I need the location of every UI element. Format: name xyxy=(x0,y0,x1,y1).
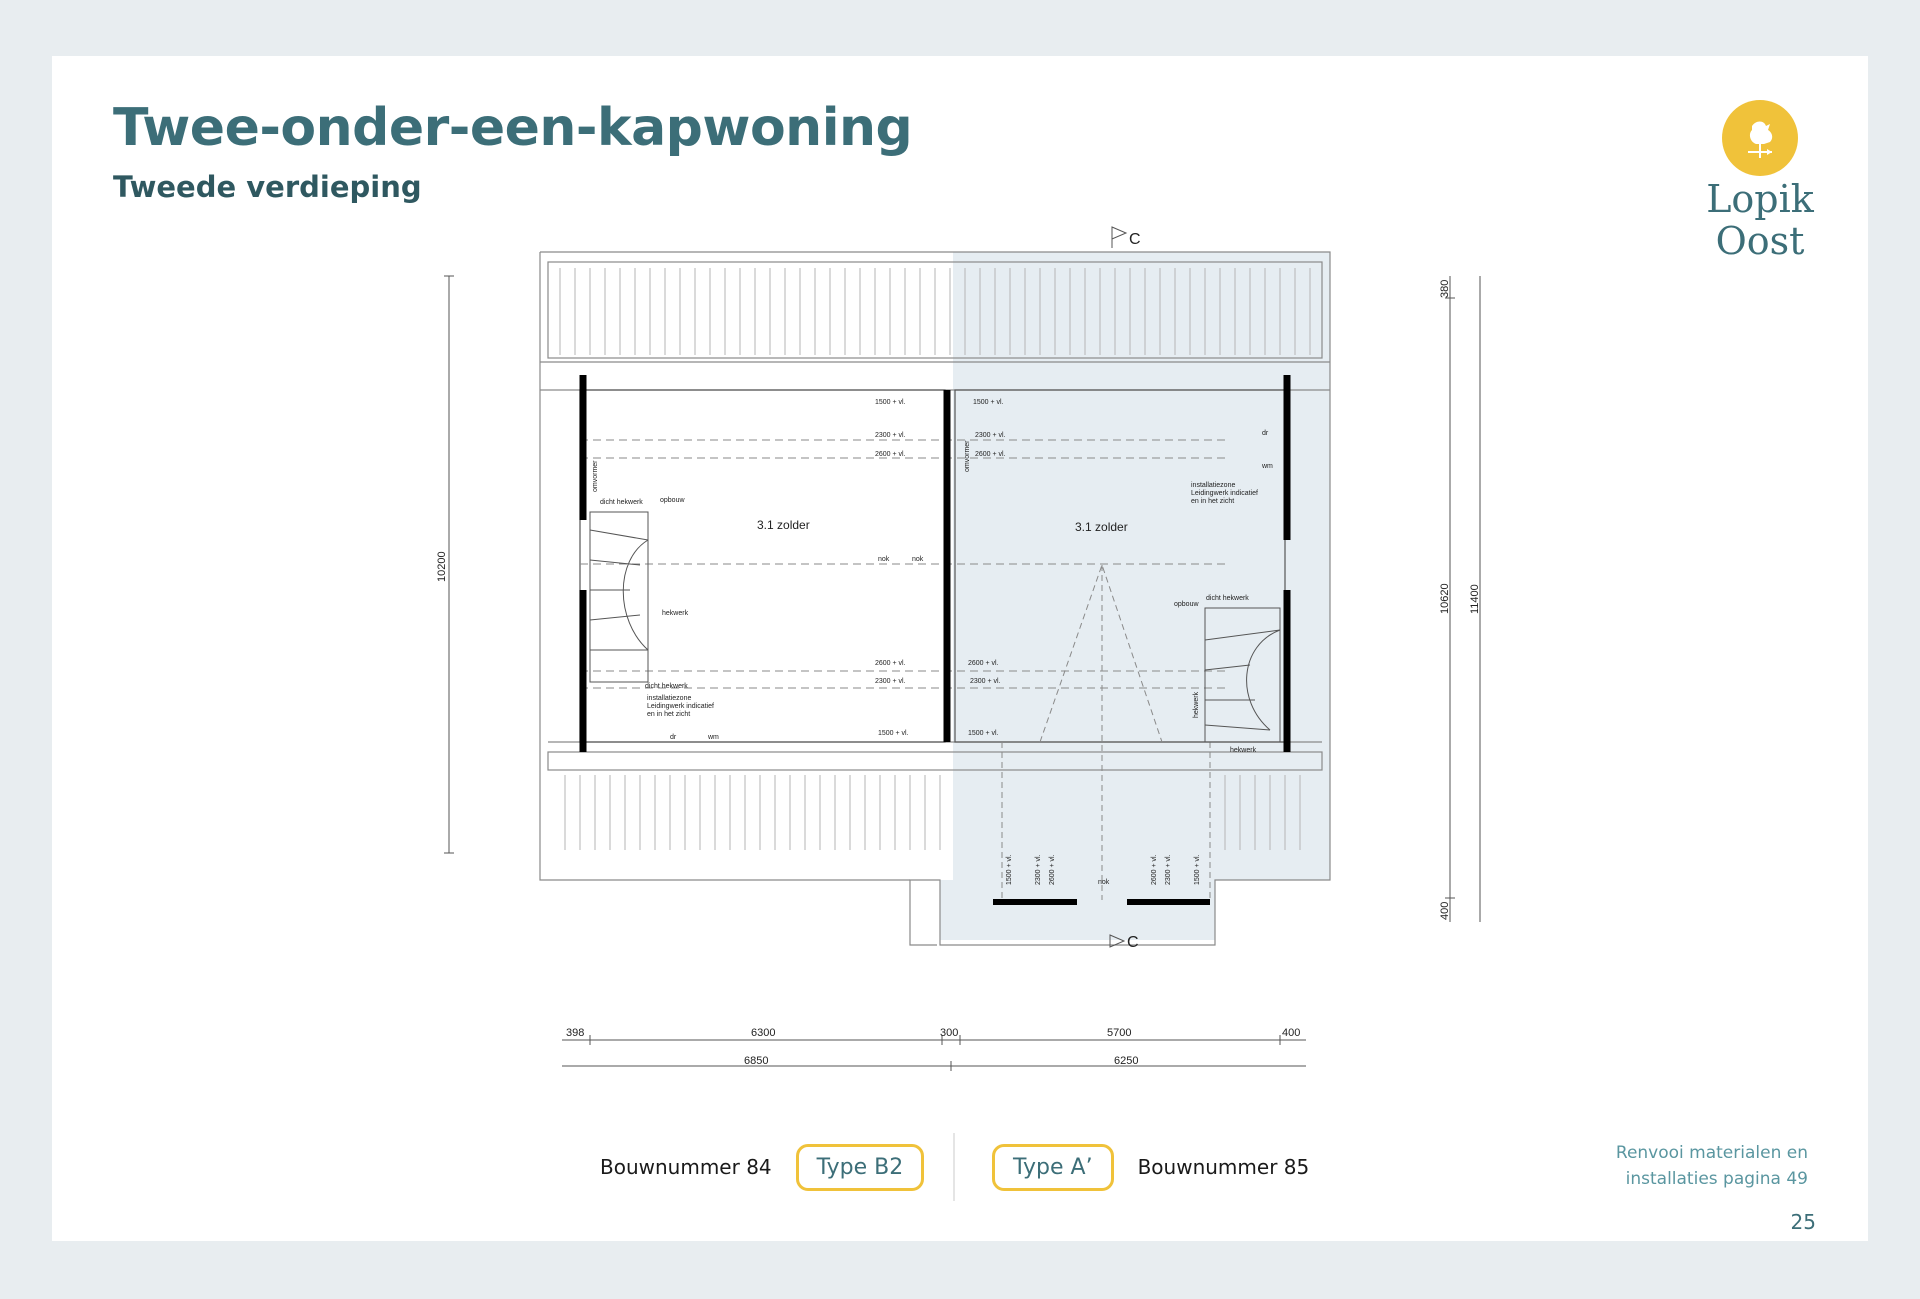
renvooi-link[interactable] xyxy=(1580,1140,1808,1192)
label-2600-top-left: 2600 + vl. xyxy=(875,451,906,458)
label-dormer-2600-b: 2600 + vl. xyxy=(1151,854,1158,885)
label-omvormer-left: omvormer xyxy=(592,460,599,492)
section-mark-bottom: C xyxy=(1127,934,1139,951)
page-title: Twee-onder-een-kapwoning xyxy=(113,98,913,158)
label-wm-right: wm xyxy=(1262,463,1273,470)
stair-left xyxy=(590,512,648,682)
dim-bottom-a: 398 xyxy=(566,1027,585,1039)
logo-line-1: Lopik xyxy=(1706,177,1814,221)
label-dormer-2600-a: 2600 + vl. xyxy=(1049,854,1056,885)
label-hekwerk-left: hekwerk xyxy=(662,610,689,617)
label-dicht-hekwerk-right: dicht hekwerk xyxy=(1206,595,1249,602)
label-dormer-2300-b: 2300 + vl. xyxy=(1165,854,1172,885)
room-name-right: 3.1 zolder xyxy=(1075,520,1128,534)
renvooi-line-1: Renvooi materialen en xyxy=(1615,1143,1808,1163)
label-2300-bottom-left: 2300 + vl. xyxy=(875,678,906,685)
label-2300-top-left: 2300 + vl. xyxy=(875,432,906,439)
label-zicht-right: en in het zicht xyxy=(1191,498,1235,505)
label-hekwerk-side-right: hekwerk xyxy=(1193,691,1200,718)
label-dr-left: dr xyxy=(670,734,677,741)
label-2300-top-right: 2300 + vl. xyxy=(975,432,1006,439)
label-dormer-1500-a: 1500 + vl. xyxy=(1006,854,1013,885)
label-installatiezone-left: installatiezone xyxy=(647,695,692,702)
label-wm-left: wm xyxy=(708,734,719,741)
label-opbouw-left: opbouw xyxy=(660,497,685,504)
section-mark-top: C xyxy=(1129,231,1141,248)
bouwnummer-84-label: Bouwnummer 84 xyxy=(600,1155,772,1179)
label-leidingwerk-left: Leidingwerk indicatief xyxy=(647,703,714,710)
dim-right-mid: 10620 xyxy=(1439,583,1451,614)
page-number: 25 xyxy=(1790,1210,1816,1234)
label-dormer-1500-b: 1500 + vl. xyxy=(1194,854,1201,885)
label-nok-right: nok xyxy=(912,556,924,563)
label-1500-top-right: 1500 + vl. xyxy=(973,399,1004,406)
unit-selector-left xyxy=(600,1140,924,1194)
label-installatiezone-right: installatiezone xyxy=(1191,482,1236,489)
dim-right-top: 380 xyxy=(1439,279,1451,298)
dim-right-bottom: 400 xyxy=(1439,901,1451,920)
unit-selector-right xyxy=(992,1140,1309,1194)
label-2600-bottom-right: 2600 + vl. xyxy=(968,660,999,667)
dim-total-left: 6850 xyxy=(744,1055,769,1067)
label-nok-left: nok xyxy=(878,556,890,563)
label-leidingwerk-right: Leidingwerk indicatief xyxy=(1191,490,1258,497)
label-dicht-hekwerk-left: dicht hekwerk xyxy=(600,499,643,506)
label-nok-bottom-right: nok xyxy=(1098,879,1110,886)
type-b2-tab[interactable]: Type B2 xyxy=(796,1144,925,1191)
label-2600-bottom-left: 2600 + vl. xyxy=(875,660,906,667)
room-name-left: 3.1 zolder xyxy=(757,518,810,532)
label-1500-top-left: 1500 + vl. xyxy=(875,399,906,406)
dim-left-vertical: 10200 xyxy=(436,551,448,582)
bouwnummer-85-label: Bouwnummer 85 xyxy=(1137,1155,1310,1179)
dim-total-right: 6250 xyxy=(1114,1055,1139,1067)
unit-divider xyxy=(953,1133,955,1201)
label-1500-bottom-right: 1500 + vl. xyxy=(968,730,999,737)
dim-bottom-d: 5700 xyxy=(1107,1027,1132,1039)
dim-bottom-b: 6300 xyxy=(751,1027,776,1039)
page-subtitle: Tweede verdieping xyxy=(113,170,422,204)
renvooi-line-2: installaties pagina 49 xyxy=(1625,1169,1808,1189)
dim-right-total: 11400 xyxy=(1469,584,1481,614)
label-omvormer-right: omvormer xyxy=(964,440,971,472)
label-2600-top-right: 2600 + vl. xyxy=(975,451,1006,458)
label-opbouw-right: opbouw xyxy=(1174,601,1199,608)
label-zicht-left: en in het zicht xyxy=(647,711,691,718)
label-dr-right: dr xyxy=(1262,430,1269,437)
label-dicht-hekwerk-bottom-left: dicht hekwerk xyxy=(645,683,688,690)
right-unit-highlight xyxy=(940,252,1330,940)
label-hekwerk-bottom-right: hekwerk xyxy=(1230,747,1257,754)
logo-line-2: Oost xyxy=(1715,219,1805,263)
type-a-prime-tab[interactable]: Type A’ xyxy=(992,1144,1114,1191)
dim-bottom-e: 400 xyxy=(1282,1027,1301,1039)
label-dormer-2300-a: 2300 + vl. xyxy=(1035,854,1042,885)
dim-bottom-c: 300 xyxy=(940,1027,959,1039)
label-1500-bottom-left: 1500 + vl. xyxy=(878,730,909,737)
label-2300-bottom-right: 2300 + vl. xyxy=(970,678,1001,685)
